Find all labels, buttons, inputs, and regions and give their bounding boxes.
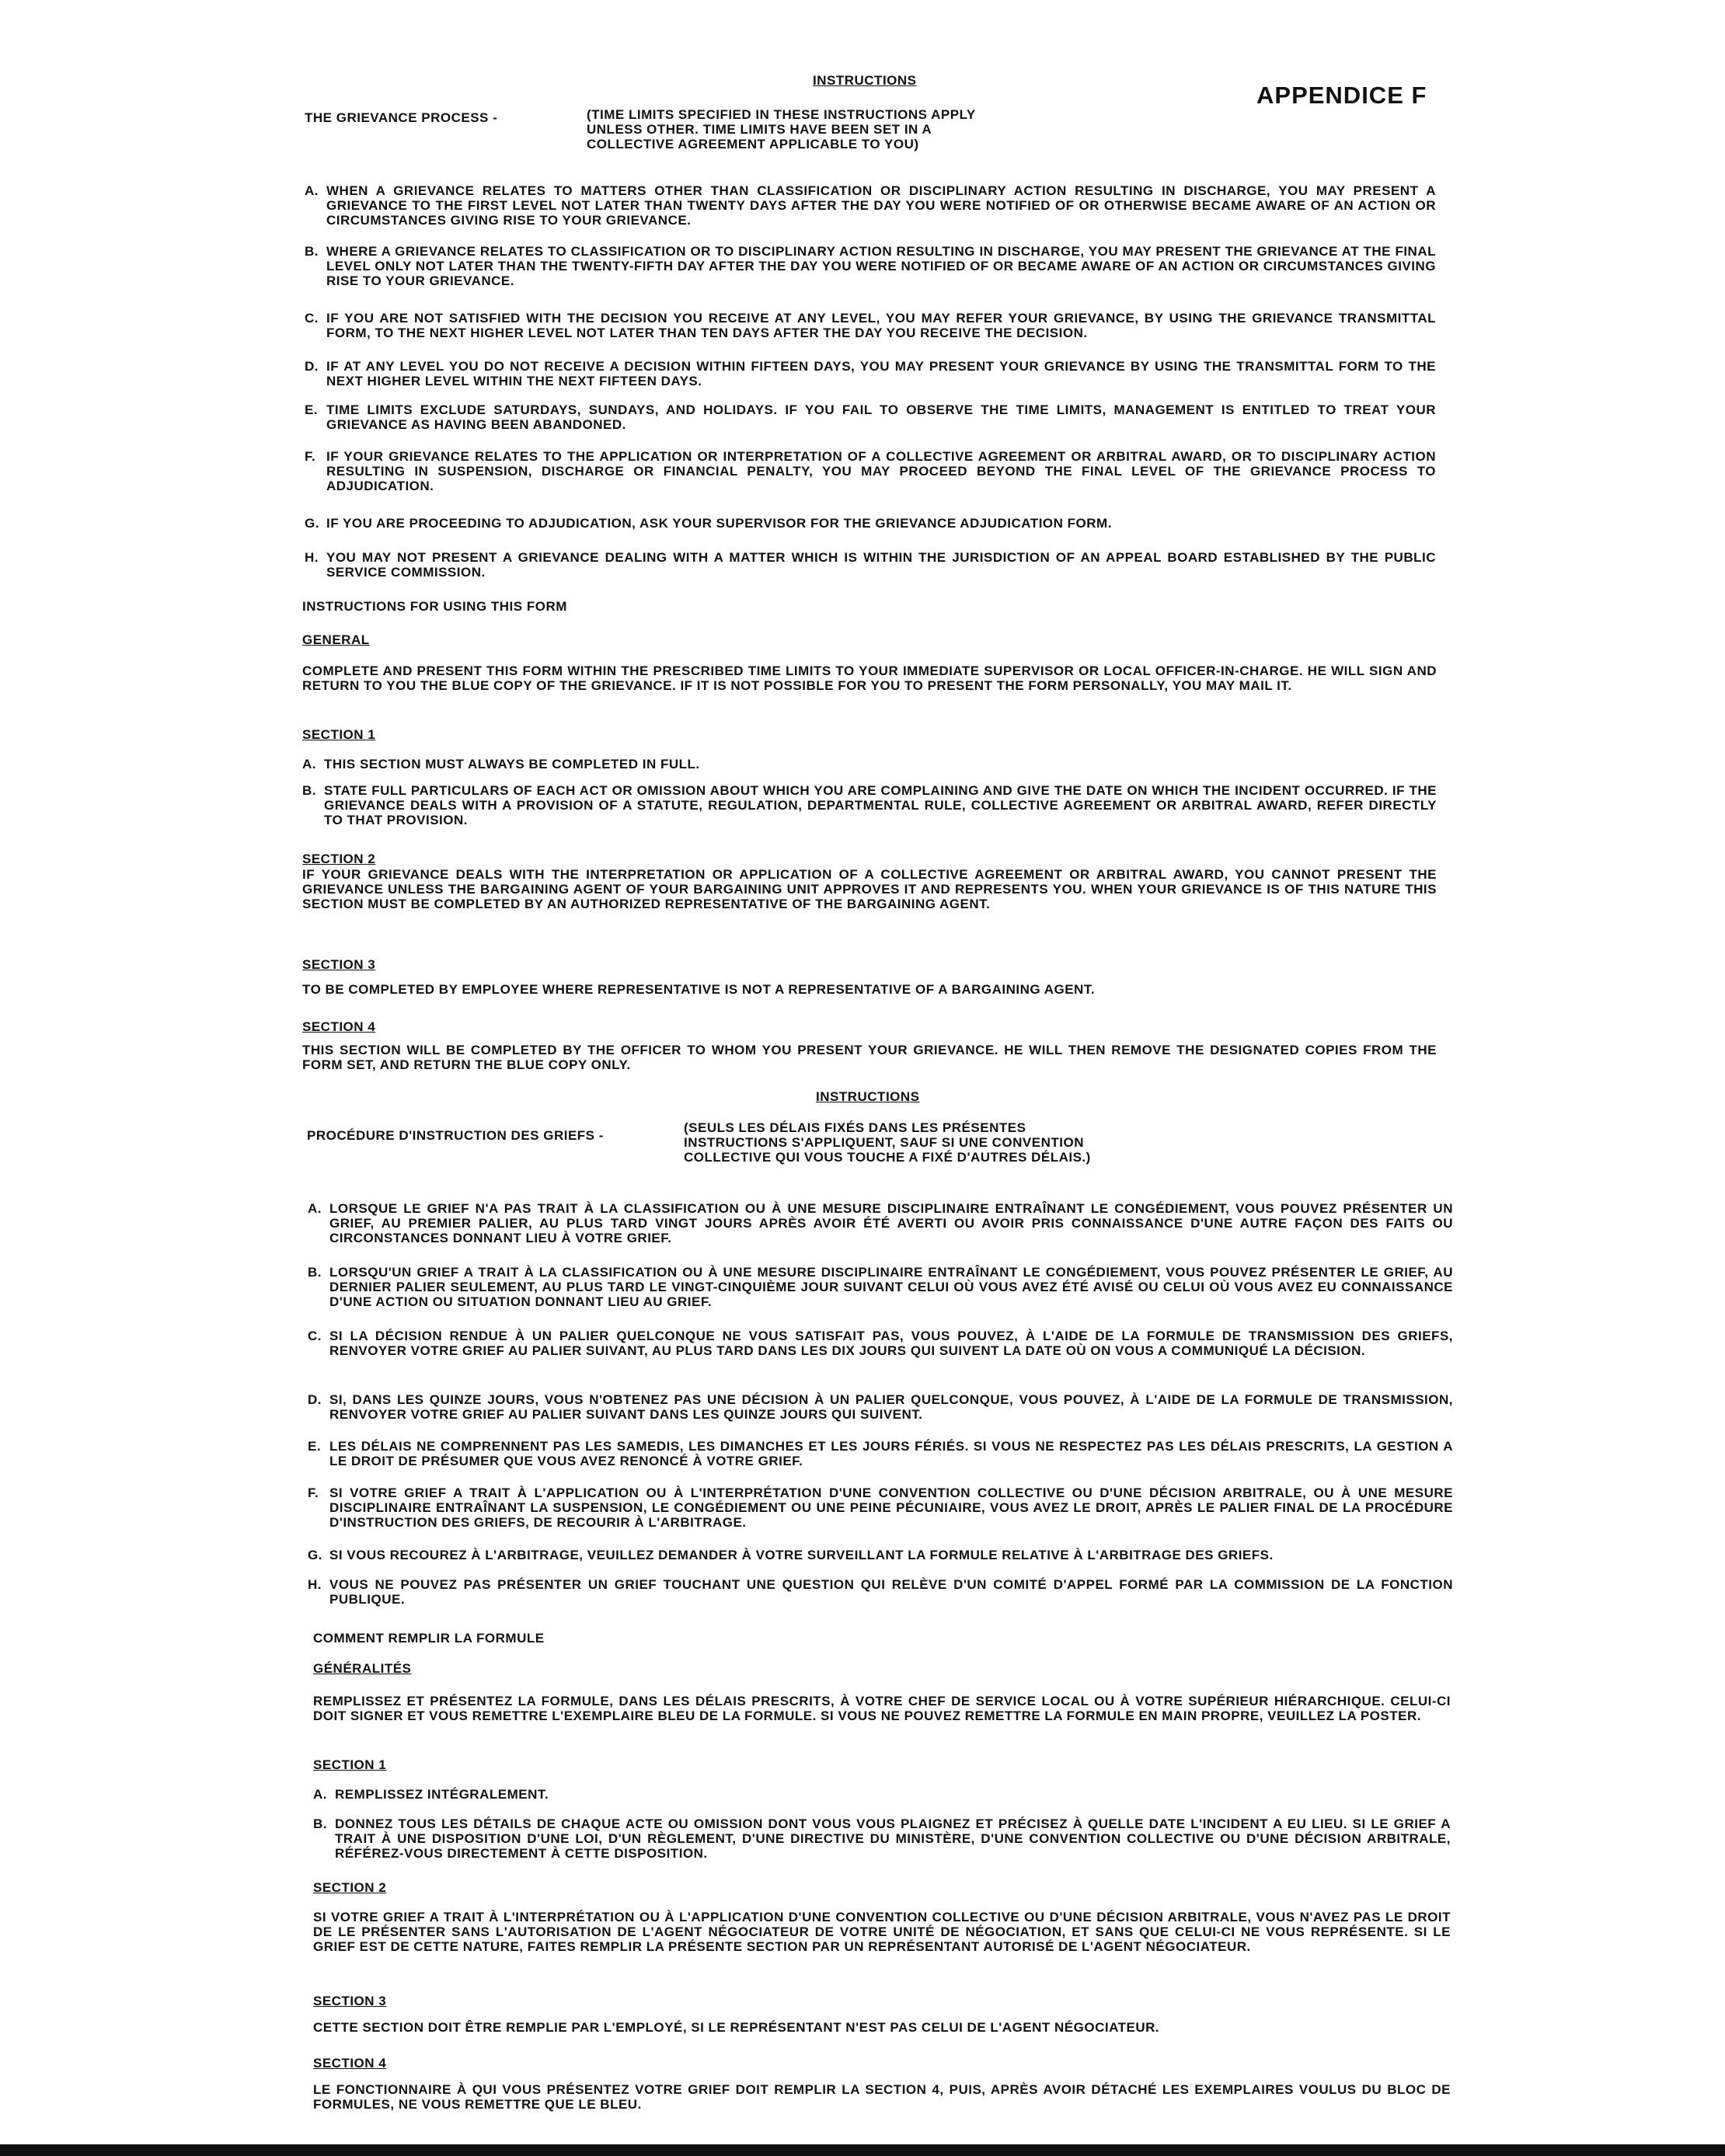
item-letter: H. (308, 1577, 322, 1592)
french-section4-text: LE FONCTIONNAIRE À QUI VOUS PRÉSENTEZ VOTRE GRIEF DOIT REMPLIR LA SECTION 4, PUIS, APRÈS AVOIR DÉTACHÉ LES EXEMPLAIRES VOULUS DU BLOC DE FORMULES, NE VOUS REMETTRE QUE LE BLEU. (313, 2082, 1451, 2112)
french-item-e (308, 1439, 1453, 1473)
english-item-d (305, 359, 1436, 393)
english-section2-text: IF YOUR GRIEVANCE DEALS WITH THE INTERPRETATION OR APPLICATION OF A COLLECTIVE AGREEMENT OR ARBITRAL AWARD, YOU CANNOT PRESENT THE GRIEVANCE UNLESS THE BARGAINING AGENT OF YOUR BARGAINING UNIT APPROVES IT AND REPRESENTS YOU. WHEN YOUR GRIEVANCE IS OF THIS NATURE THIS SECTION MUST BE COMPLETED BY AN AUTHORIZED REPRESENTATIVE OF THE BARGAINING AGENT. (302, 867, 1437, 911)
english-section1-b: B. STATE FULL PARTICULARS OF EACH ACT OR OMISSION ABOUT WHICH YOU ARE COMPLAINING AND GIVE THE DATE ON WHICH THE INCIDENT OCCURRED. IF THE GRIEVANCE DEALS WITH A PROVISION OF A STATUTE, REGULATION, DEPARTMENTAL RULE, COLLECTIVE AGREEMENT OR ARBITRAL AWARD, REFER DIRECTLY TO THAT PROVISION. (302, 783, 1437, 827)
item-letter: G. (305, 516, 319, 531)
bottom-scan-edge (0, 2144, 1725, 2156)
english-process-note: (TIME LIMITS SPECIFIED IN THESE INSTRUCTIONS APPLY UNLESS OTHER. TIME LIMITS HAVE BEEN SET IN A COLLECTIVE AGREEMENT APPLICABLE TO YOU) (587, 107, 976, 152)
item-letter: A. (305, 183, 319, 198)
english-section4-text: THIS SECTION WILL BE COMPLETED BY THE OFFICER TO WHOM YOU PRESENT YOUR GRIEVANCE. HE WILL THEN REMOVE THE DESIGNATED COPIES FROM THE FORM SET, AND RETURN THE BLUE COPY ONLY. (302, 1043, 1437, 1072)
french-general-heading: GÉNÉRALITÉS (313, 1661, 412, 1676)
item-text: IF YOU ARE NOT SATISFIED WITH THE DECISION YOU RECEIVE AT ANY LEVEL, YOU MAY REFER YOUR GRIEVANCE, BY USING THE GRIEVANCE TRANSMITTAL FORM, TO THE NEXT HIGHER LEVEL NOT LATER THAN TEN DAYS AFTER THE DAY YOU RECEIVE THE DECISION. (326, 311, 1436, 340)
item-letter: A. (308, 1201, 322, 1216)
english-general-text: COMPLETE AND PRESENT THIS FORM WITHIN THE PRESCRIBED TIME LIMITS TO YOUR IMMEDIATE SUPERVISOR OR LOCAL OFFICER-IN-CHARGE. HE WILL SIGN AND RETURN TO YOU THE BLUE COPY OF THE GRIEVANCE. IF IT IS NOT POSSIBLE FOR YOU TO PRESENT THE FORM PERSONALLY, YOU MAY MAIL IT. (302, 664, 1437, 693)
item-text: SI VOUS RECOUREZ À L'ARBITRAGE, VEUILLEZ DEMANDER À VOTRE SURVEILLANT LA FORMULE RELATIVE À L'ARBITRAGE DES GRIEFS. (329, 1548, 1274, 1562)
item-text: LORSQU'UN GRIEF A TRAIT À LA CLASSIFICATION OU À UNE MESURE DISCIPLINAIRE ENTRAÎNANT LE CONGÉDIEMENT, VOUS POUVEZ PRÉSENTER LE GRIEF, AU DERNIER PALIER SEULEMENT, AU PLUS TARD LE VINGT-CINQUIÈME JOUR SUIVANT CELUI OÙ VOUS AVEZ ÉTÉ AVISÉ OU CELUI OÙ VOUS AVEZ EU CONNAISSANCE D'UNE ACTION OU SITUATION DONNANT LIEU AU GRIEF. (329, 1265, 1453, 1309)
french-general-text: REMPLISSEZ ET PRÉSENTEZ LA FORMULE, DANS LES DÉLAIS PRESCRITS, À VOTRE CHEF DE SERVICE LOCAL OU À VOTRE SUPÉRIEUR HIÉRARCHIQUE. CELUI-CI DOIT SIGNER ET VOUS REMETTRE L'EXEMPLAIRE BLEU DE LA FORMULE. SI VOUS NE POUVEZ REMETTRE LA FORMULE EN MAIN PROPRE, VEUILLEZ LA POSTER. (313, 1694, 1451, 1723)
item-letter: E. (305, 402, 319, 417)
item-text: VOUS NE POUVEZ PAS PRÉSENTER UN GRIEF TOUCHANT UNE QUESTION QUI RELÈVE D'UN COMITÉ D'APPEL FORMÉ PAR LA COMMISSION DE LA FONCTION PUBLIQUE. (329, 1577, 1453, 1607)
item-text: LORSQUE LE GRIEF N'A PAS TRAIT À LA CLASSIFICATION OU À UNE MESURE DISCIPLINAIRE ENTRAÎNANT LE CONGÉDIEMENT, VOUS POUVEZ PRÉSENTER UN GRIEF, AU PREMIER PALIER, AU PLUS TARD VINGT JOURS APRÈS AVOIR ÉTÉ AVERTI OU AVOIR PRIS CONNAISSANCE D'UNE AUTRE FAÇON DES FAITS OU CIRCONSTANCES DONNANT LIEU À VOTRE GRIEF. (329, 1201, 1453, 1245)
english-title: INSTRUCTIONS (813, 73, 917, 88)
item-text: SI LA DÉCISION RENDUE À UN PALIER QUELCONQUE NE VOUS SATISFAIT PAS, VOUS POUVEZ, À L'AIDE DE LA FORMULE DE TRANSMISSION DES GRIEFS, RENVOYER VOTRE GRIEF AU PALIER SUIVANT, AU PLUS TARD DANS LES DIX JOURS QUI SUIVENT LA DATE OÙ ON VOUS A COMMUNIQUÉ LA DÉCISION. (329, 1329, 1453, 1358)
english-using-heading: INSTRUCTIONS FOR USING THIS FORM (302, 599, 567, 614)
english-item-e (305, 402, 1436, 437)
french-item-g (308, 1548, 1453, 1565)
french-item-c (308, 1329, 1453, 1380)
french-section3-text: CETTE SECTION DOIT ÊTRE REMPLIE PAR L'EMPLOYÉ, SI LE REPRÉSENTANT N'EST PAS CELUI DE L'AGENT NÉGOCIATEUR. (313, 2020, 1160, 2035)
item-text: IF YOUR GRIEVANCE RELATES TO THE APPLICATION OR INTERPRETATION OF A COLLECTIVE AGREEMENT OR ARBITRAL AWARD, OR TO DISCIPLINARY ACTION RESULTING IN SUSPENSION, DISCHARGE OR FINANCIAL PENALTY, YOU MAY PROCEED BEYOND THE FINAL LEVEL OF THE GRIEVANCE PROCESS TO ADJUDICATION. (326, 449, 1436, 493)
french-section1-a: A. REMPLISSEZ INTÉGRALEMENT. (313, 1787, 1451, 1804)
english-general-heading: GENERAL (302, 632, 370, 647)
english-section2-heading: SECTION 2 (302, 852, 376, 866)
english-item-g (305, 516, 1436, 533)
section1-b-text: DONNEZ TOUS LES DÉTAILS DE CHAQUE ACTE OU OMISSION DONT VOUS VOUS PLAIGNEZ ET PRÉCISEZ À QUELLE DATE L'INCIDENT A EU LIEU. SI LE GRIEF A TRAIT À UNE DISPOSITION D'UNE LOI, D'UN RÈGLEMENT, D'UNE DIRECTIVE DU MINISTÈRE, D'UNE CONVENTION COLLECTIVE OU D'UNE DÉCISION ARBITRALE, RÉFÉREZ-VOUS DIRECTEMENT À CETTE DISPOSITION. (335, 1816, 1451, 1861)
item-letter: B. (305, 244, 319, 259)
item-text: SI, DANS LES QUINZE JOURS, VOUS N'OBTENEZ PAS UNE DÉCISION À UN PALIER QUELCONQUE, VOUS POUVEZ, À L'AIDE DE LA FORMULE DE TRANSMISSION, RENVOYER VOTRE GRIEF AU PALIER SUIVANT DANS LES QUINZE JOURS QUI SUIVENT. (329, 1392, 1453, 1422)
item-letter: C. (305, 311, 319, 326)
item-text: LES DÉLAIS NE COMPRENNENT PAS LES SAMEDIS, LES DIMANCHES ET LES JOURS FÉRIÉS. SI VOUS NE RESPECTEZ PAS LES DÉLAIS PRESCRITS, LA GESTION A LE DROIT DE PRÉSUMER QUE VOUS AVEZ RENONCÉ À VOTRE GRIEF. (329, 1439, 1453, 1468)
french-title: INSTRUCTIONS (816, 1089, 920, 1104)
item-text: SI VOTRE GRIEF A TRAIT À L'APPLICATION OU À L'INTERPRÉTATION D'UNE CONVENTION COLLECTIVE OU D'UNE DÉCISION ARBITRALE, OU À UNE MESURE DISCIPLINAIRE ENTRAÎNANT LA SUSPENSION, LE CONGÉDIEMENT OU UNE PEINE PÉCUNIAIRE, VOUS AVEZ LE DROIT, APRÈS LE PALIER FINAL DE LA PROCÉDURE D'INSTRUCTION DES GRIEFS, DE RECOURIR À L'ARBITRAGE. (329, 1486, 1453, 1530)
french-item-d (308, 1392, 1453, 1426)
item-letter: C. (308, 1329, 322, 1343)
item-text: WHEN A GRIEVANCE RELATES TO MATTERS OTHER THAN CLASSIFICATION OR DISCIPLINARY ACTION RESULTING IN DISCHARGE, YOU MAY PRESENT A GRIEVANCE TO THE FIRST LEVEL NOT LATER THAN TWENTY DAYS AFTER THE DAY YOU WERE NOTIFIED OF OR OTHERWISE BECAME AWARE OF AN ACTION OR CIRCUMSTANCES GIVING RISE TO YOUR GRIEVANCE. (326, 183, 1436, 228)
appendix-label: APPENDICE F (1256, 82, 1427, 109)
item-letter: F. (308, 1486, 319, 1500)
item-letter: G. (308, 1548, 322, 1562)
item-letter: B. (308, 1265, 322, 1280)
item-text: TIME LIMITS EXCLUDE SATURDAYS, SUNDAYS, AND HOLIDAYS. IF YOU FAIL TO OBSERVE THE TIME LIMITS, MANAGEMENT IS ENTITLED TO TREAT YOUR GRIEVANCE AS HAVING BEEN ABANDONED. (326, 402, 1436, 432)
item-letter: D. (305, 359, 319, 374)
section1-a-text: REMPLISSEZ INTÉGRALEMENT. (335, 1787, 549, 1802)
french-section3-heading: SECTION 3 (313, 1994, 387, 2008)
french-section2-text: SI VOTRE GRIEF A TRAIT À L'INTERPRÉTATION OU À L'APPLICATION D'UNE CONVENTION COLLECTIVE OU D'UNE DÉCISION ARBITRALE, VOUS N'AVEZ PAS LE DROIT DE LE PRÉSENTER SANS L'AUTORISATION DE L'AGENT NÉGOCIATEUR DE VOTRE UNITÉ DE NÉGOCIATION, ET SANS QUE CELUI-CI NE VOUS REPRÉSENTE. SI LE GRIEF EST DE CETTE NATURE, FAITES REMPLIR LA PRÉSENTE SECTION PAR UN REPRÉSENTANT AUTORISÉ DE L'AGENT NÉGOCIATEUR. (313, 1910, 1451, 1954)
english-process-heading: THE GRIEVANCE PROCESS - (305, 110, 498, 125)
french-section1-b: B. DONNEZ TOUS LES DÉTAILS DE CHAQUE ACTE OU OMISSION DONT VOUS VOUS PLAIGNEZ ET PRÉCISEZ À QUELLE DATE L'INCIDENT A EU LIEU. SI LE GRIEF A TRAIT À UNE DISPOSITION D'UNE LOI, D'UN RÈGLEMENT, D'UNE DIRECTIVE DU MINISTÈRE, D'UNE CONVENTION COLLECTIVE OU D'UNE DÉCISION ARBITRALE, RÉFÉREZ-VOUS DIRECTEMENT À CETTE DISPOSITION. (313, 1816, 1451, 1861)
french-item-a (308, 1201, 1453, 1252)
english-section1-heading: SECTION 1 (302, 727, 376, 742)
french-item-f (308, 1486, 1453, 1537)
english-section1-a: A. THIS SECTION MUST ALWAYS BE COMPLETED IN FULL. (302, 757, 1437, 774)
french-section4-heading: SECTION 4 (313, 2056, 387, 2071)
item-text: IF YOU ARE PROCEEDING TO ADJUDICATION, ASK YOUR SUPERVISOR FOR THE GRIEVANCE ADJUDICATION FORM. (326, 516, 1112, 531)
item-text: WHERE A GRIEVANCE RELATES TO CLASSIFICATION OR TO DISCIPLINARY ACTION RESULTING IN DISCHARGE, YOU MAY PRESENT THE GRIEVANCE AT THE FINAL LEVEL ONLY NOT LATER THAN THE TWENTY-FIFTH DAY AFTER THE DAY YOU WERE NOTIFIED OF OR BECAME AWARE OF AN ACTION OR CIRCUMSTANCES GIVING RISE TO YOUR GRIEVANCE. (326, 244, 1436, 288)
english-section3-heading: SECTION 3 (302, 957, 376, 972)
english-item-f (305, 449, 1436, 500)
item-letter: H. (305, 550, 319, 565)
item-letter: D. (308, 1392, 322, 1407)
english-section4-heading: SECTION 4 (302, 1019, 376, 1034)
section1-b-text: STATE FULL PARTICULARS OF EACH ACT OR OMISSION ABOUT WHICH YOU ARE COMPLAINING AND GIVE THE DATE ON WHICH THE INCIDENT OCCURRED. IF THE GRIEVANCE DEALS WITH A PROVISION OF A STATUTE, REGULATION, DEPARTMENTAL RULE, COLLECTIVE AGREEMENT OR ARBITRAL AWARD, REFER DIRECTLY TO THAT PROVISION. (324, 783, 1437, 827)
item-text: YOU MAY NOT PRESENT A GRIEVANCE DEALING WITH A MATTER WHICH IS WITHIN THE JURISDICTION OF AN APPEAL BOARD ESTABLISHED BY THE PUBLIC SERVICE COMMISSION. (326, 550, 1436, 580)
english-item-h (305, 550, 1436, 584)
item-letter: F. (305, 449, 316, 464)
french-process-heading: PROCÉDURE D'INSTRUCTION DES GRIEFS - (307, 1128, 604, 1143)
french-section2-heading: SECTION 2 (313, 1880, 387, 1895)
french-using-heading: COMMENT REMPLIR LA FORMULE (313, 1631, 545, 1646)
item-text: IF AT ANY LEVEL YOU DO NOT RECEIVE A DECISION WITHIN FIFTEEN DAYS, YOU MAY PRESENT YOUR GRIEVANCE BY USING THE TRANSMITTAL FORM TO THE NEXT HIGHER LEVEL WITHIN THE NEXT FIFTEEN DAYS. (326, 359, 1436, 388)
english-item-a (305, 183, 1436, 235)
english-section3-text: TO BE COMPLETED BY EMPLOYEE WHERE REPRESENTATIVE IS NOT A REPRESENTATIVE OF A BARGAINING AGENT. (302, 982, 1096, 997)
item-letter: E. (308, 1439, 322, 1454)
section1-a-text: THIS SECTION MUST ALWAYS BE COMPLETED IN FULL. (324, 757, 700, 771)
french-section1-heading: SECTION 1 (313, 1757, 387, 1772)
french-item-h (308, 1577, 1453, 1611)
english-item-b (305, 244, 1436, 295)
french-process-note: (SEULS LES DÉLAIS FIXÉS DANS LES PRÉSENTES INSTRUCTIONS S'APPLIQUENT, SAUF SI UNE CONVENTION COLLECTIVE QUI VOUS TOUCHE A FIXÉ D'AUTRES DÉLAIS.) (684, 1120, 1091, 1165)
english-item-c (305, 311, 1436, 345)
french-item-b (308, 1265, 1453, 1316)
